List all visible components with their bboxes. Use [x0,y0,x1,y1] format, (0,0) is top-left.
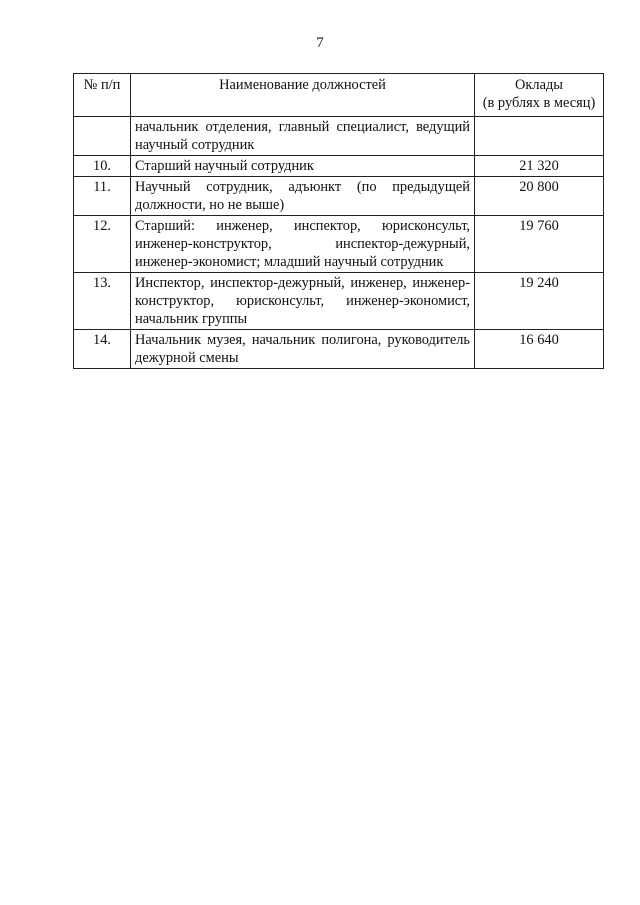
header-salary-title: Оклады [515,77,563,93]
salary-value: 21 320 [475,156,604,177]
table-row [74,177,604,216]
row-number: 12. [74,216,131,273]
salary-value: 16 640 [475,330,604,369]
salary-value: 20 800 [475,177,604,216]
position-name: начальник отделения, главный специалист, ведущий научный сотрудник [131,117,475,156]
salary-value [475,117,604,156]
salary-value: 19 760 [475,216,604,273]
salary-table [73,73,604,369]
position-name: Начальник музея, начальник полигона, руководитель дежурной смены [131,330,475,369]
row-number: 11. [74,177,131,216]
table-header-row [74,74,604,117]
table-row [74,216,604,273]
header-name: Наименование должностей [131,74,475,117]
table-row [74,273,604,330]
row-number: 14. [74,330,131,369]
row-number: 13. [74,273,131,330]
header-num: № п/п [74,74,131,117]
page-number: 7 [316,35,324,51]
position-name: Инспектор, инспектор-дежурный, инженер, инженер-конструктор, юрисконсульт, инженер-экономист, начальник группы [131,273,475,330]
position-name: Старший: инженер, инспектор, юрисконсульт, инженер-конструктор, инспектор-дежурный, инженер-экономист; младший научный сотрудник [131,216,475,273]
table-row [74,156,604,177]
header-salary-unit: (в рублях в месяц) [482,95,596,111]
salary-value: 19 240 [475,273,604,330]
table-row [74,330,604,369]
position-name: Старший научный сотрудник [131,156,475,177]
position-name: Научный сотрудник, адъюнкт (по предыдущей должности, но не выше) [131,177,475,216]
header-salary [475,74,604,117]
row-number: 10. [74,156,131,177]
row-number [74,117,131,156]
table-row [74,117,604,156]
